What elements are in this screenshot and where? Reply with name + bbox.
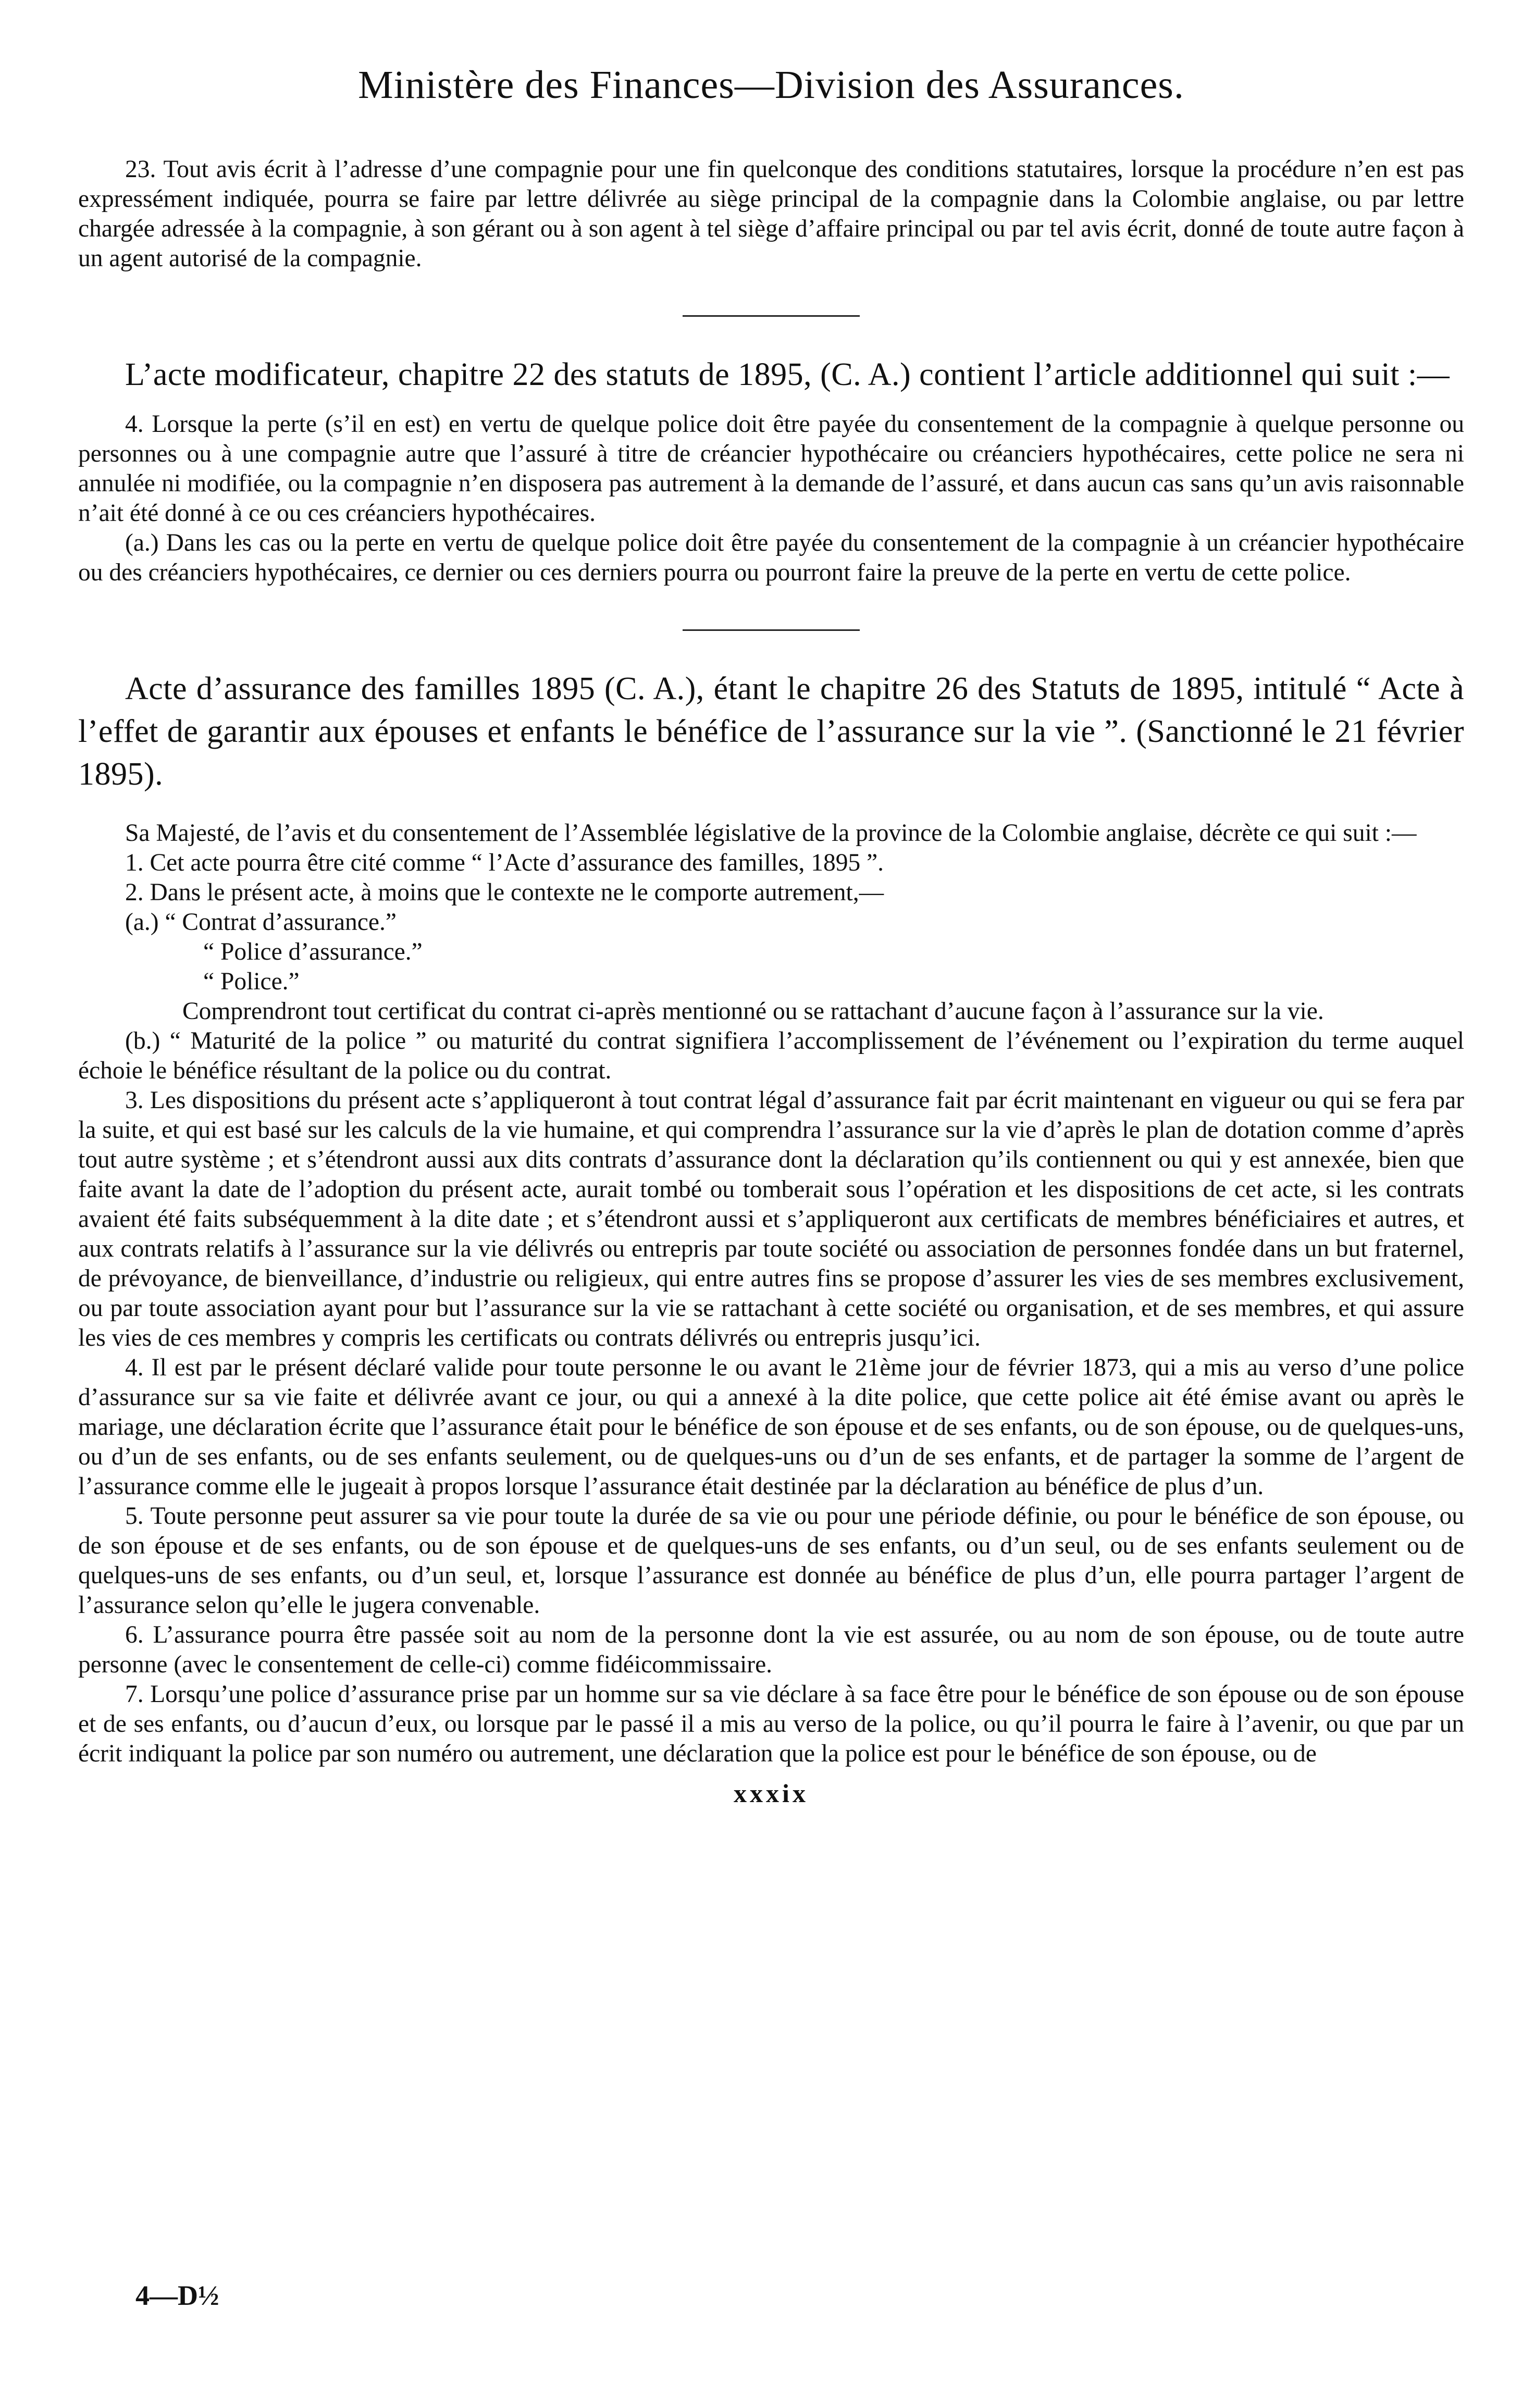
page-folio: xxxix bbox=[734, 1779, 809, 1808]
article-6-paragraph: 6. L’assurance pourra être passée soit au nom de la personne dont la vie est assurée, ou au nom de son épouse, ou de toute autre personne (avec le consentement de celle-ci) comme fidéicommissaire. bbox=[78, 1621, 1464, 1678]
article-4a-paragraph: (a.) Dans les cas ou la perte en vertu de quelque police doit être payée du consentement de la compagnie à un créancier hypothécaire ou des créanciers hypothécaires, ce dernier ou ces derniers pourra ou pourront faire la preuve de la perte en vertu de cette police. bbox=[78, 529, 1464, 586]
article-1-paragraph: 1. Cet acte pourra être cité comme “ l’Acte d’assurance des familles, 1895 ”. bbox=[125, 849, 884, 876]
article-4-family-paragraph: 4. Il est par le présent déclaré valide pour toute personne le ou avant le 21ème jour de février 1873, qui a mis au verso d’une police d’assurance sur sa vie faite et délivrée avant ce jour, ou qui a annexé à la dite police, que cette police ait été émise avant ou après le mariage, une déclaration écrite que l’assurance était pour le bénéfice de son épouse et de ses enfants, ou de son épouse, ou de quelques-uns, ou d’un de ses enfants, ou de ses enfants seulement, ou de quelques-uns ou d’un de ses enfants, et de partager la somme de l’argent de l’assurance comme elle le jugeait à propos lorsque l’assurance était destinée par la déclaration au bénéfice de plus d’un. bbox=[78, 1354, 1464, 1500]
section-23-paragraph: 23. Tout avis écrit à l’adresse d’une compagnie pour une fin quelconque des conditions statutaires, lorsque la procédure n’en est pas expressément indiquée, pourra se faire par lettre délivrée au siège principal de la compagnie dans la Colombie anglaise, ou par lettre chargée adressée à la compagnie, à son gérant ou à son agent à tel siège d’affaire principal ou par tel avis écrit, donné de toute autre façon à un agent autorisé de la compagnie. bbox=[78, 156, 1464, 272]
article-2a-line-3: “ Police.” bbox=[203, 968, 300, 995]
page-title: Ministère des Finances—Division des Assurances. bbox=[358, 63, 1184, 107]
printer-signature: 4—D½ bbox=[135, 2280, 219, 2311]
preamble-paragraph: Sa Majesté, de l’avis et du consentement de l’Assemblée législative de la province de la Colombie anglaise, décrète ce qui suit :— bbox=[125, 820, 1417, 847]
document-page bbox=[78, 47, 1464, 1808]
article-2a-line-1: (a.) “ Contrat d’assurance.” bbox=[125, 909, 397, 936]
article-5-paragraph: 5. Toute personne peut assurer sa vie pour toute la durée de sa vie ou pour une période définie, ou pour le bénéfice de son épouse, ou de son épouse et de ses enfants, ou de son épouse et de quelques-uns de ses enfants, ou d’un seul, ou de ses enfants seulement ou de quelques-uns de ses enfants, ou d’un seul, et, lorsque l’assurance est donnée au bénéfice de plus d’un, elle pourra partager l’argent de l’assurance selon qu’elle le jugera convenable. bbox=[78, 1503, 1464, 1619]
section-divider bbox=[683, 315, 860, 317]
article-3-paragraph: 3. Les dispositions du présent acte s’appliqueront à tout contrat légal d’assurance fait par écrit maintenant en vigueur ou qui se fera par la suite, et qui est basé sur les calculs de la vie humaine, et qui comprendra l’assurance sur la vie d’après le plan de dotation comme d’après tout autre système ; et s’étendront aussi aux dits contrats d’assurance dont la déclaration qu’ils contiennent ou qui y est annexée, bien que faite avant la date de l’adoption du présent acte, aurait tombé ou tomberait sous l’opération et les dispositions de cet acte, si les contrats avaient été faits subséquemment à la dite date ; et s’étendront aussi et s’appliqueront aux certificats de membres bénéficiaires et autres, et aux contrats relatifs à l’assurance sur la vie délivrés ou entrepris par toute société ou association de personnes fondée dans un but fraternel, de prévoyance, de bienveillance, d’industrie ou religieux, qui entre autres fins se propose d’assurer les vies de ses membres exclusivement, ou par toute association ayant pour but l’assurance sur la vie se rattachant à cette société ou organisation, et de ses membres, et qui assure les vies de ces membres y compris les certificats ou contrats délivrés ou entrepris jusqu’ici. bbox=[78, 1087, 1464, 1351]
article-2a-line-2: “ Police d’assurance.” bbox=[203, 938, 423, 965]
amending-act-heading: L’acte modificateur, chapitre 22 des statuts de 1895, (C. A.) contient l’article additionnel qui suit :— bbox=[125, 357, 1450, 392]
section-divider bbox=[683, 629, 860, 631]
article-7-paragraph: 7. Lorsqu’une police d’assurance prise par un homme sur sa vie déclare à sa face être pour le bénéfice de son épouse ou de son épouse et de ses enfants, ou d’aucun d’eux, ou lorsque par le passé il a mis au verso de la police, ou qu’il pourra le faire à l’avenir, ou que par un écrit indiquant la police par son numéro ou autrement, une déclaration que la police est pour le bénéfice de son épouse, ou de bbox=[78, 1681, 1464, 1767]
family-insurance-act-heading: Acte d’assurance des familles 1895 (C. A.), étant le chapitre 26 des Statuts de 1895, intitulé “ Acte à l’effet de garantir aux épouses et enfants le bénéfice de l’assurance sur la vie ”. (Sanctionné le 21 février 1895). bbox=[78, 671, 1464, 792]
article-2b-paragraph: (b.) “ Maturité de la police ” ou maturité du contrat signifiera l’accomplissement de l’événement ou l’expiration du terme auquel échoie le bénéfice résultant de la police ou du contrat. bbox=[78, 1027, 1464, 1084]
article-4-paragraph: 4. Lorsque la perte (s’il en est) en vertu de quelque police doit être payée du consentement de la compagnie à quelque personne ou personnes ou à une compagnie autre que l’assuré à titre de créancier hypothécaire ou créanciers hypothécaires, cette police ne sera ni annulée ni modifiée, ou la compagnie n’en disposera pas autrement à la demande de l’assuré, et dans aucun cas sans qu’un avis raisonnable n’ait été donné à ce ou ces créanciers hypothécaires. bbox=[78, 411, 1464, 527]
article-2a-text: Comprendront tout certificat du contrat ci-après mentionné ou se rattachant d’aucune façon à l’assurance sur la vie. bbox=[182, 998, 1324, 1025]
article-2-paragraph: 2. Dans le présent acte, à moins que le contexte ne le comporte autrement,— bbox=[125, 879, 884, 906]
